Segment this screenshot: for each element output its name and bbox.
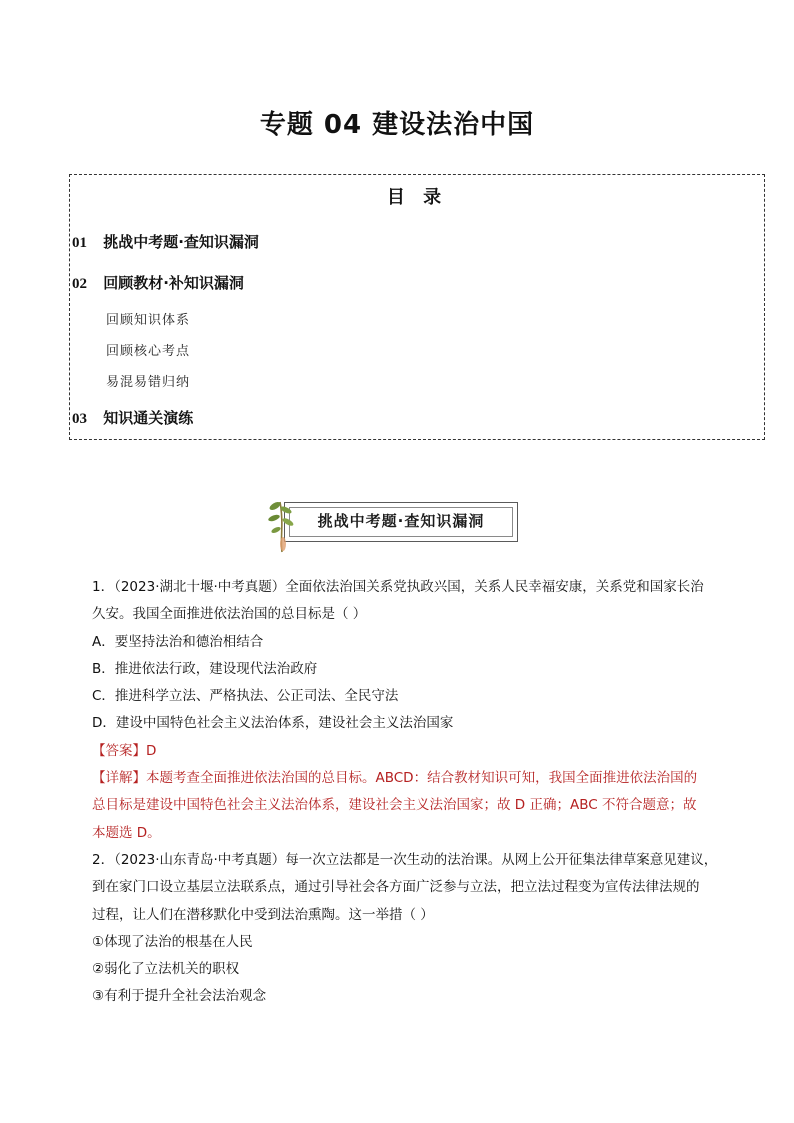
table-of-contents <box>69 174 765 440</box>
q2-option-3: ③有利于提升全社会法治观念 <box>92 988 267 1005</box>
q1-option-d: D．建设中国特色社会主义法治体系，建设社会主义法治国家 <box>92 715 454 732</box>
q1-stem-line2: 久安。我国全面推进依法治国的总目标是（ ） <box>92 606 367 623</box>
toc-item-number: 03 <box>72 411 87 427</box>
toc-item-01[interactable] <box>72 231 259 252</box>
toc-item-03[interactable] <box>72 407 193 428</box>
toc-item-number: 01 <box>72 235 87 251</box>
q2-stem-line1: 2．（2023·山东青岛·中考真题）每一次立法都是一次生动的法治课。从网上公开征集法律草案意见建议， <box>92 851 718 868</box>
question-content <box>92 574 732 1011</box>
toc-item-number: 02 <box>72 276 87 292</box>
toc-subitem-core-points[interactable]: 回顾核心考点 <box>106 344 191 359</box>
plant-icon <box>262 494 302 554</box>
toc-heading: 目 录 <box>386 187 448 208</box>
q1-explain-line1: 【详解】本题考查全面推进依法治国的总目标。ABCD：结合教材知识可知，我国全面推进依法治国的 <box>92 770 698 787</box>
q1-explain-line2: 总目标是建设中国特色社会主义法治体系，建设社会主义法治国家；故 D 正确；ABC 不符合题意；故 <box>92 797 697 814</box>
q2-stem-line2: 到在家门口设立基层立法联系点，通过引导社会各方面广泛参与立法，把立法过程变为宣传法律法规的 <box>92 879 700 896</box>
toc-item-label: 知识通关演练 <box>103 409 194 427</box>
q1-option-a: A．要坚持法治和德治相结合 <box>92 633 264 650</box>
q1-stem-line1: 1．（2023·湖北十堰·中考真题）全面依法治国关系党执政兴国，关系人民幸福安康，关系党和国家长治 <box>92 579 704 595</box>
q1-option-c: C．推进科学立法、严格执法、公正司法、全民守法 <box>92 688 399 705</box>
banner-label: 挑战中考题·查知识漏洞 <box>317 512 485 530</box>
toc-item-label: 回顾教材·补知识漏洞 <box>103 274 244 292</box>
banner-frame <box>284 502 518 542</box>
toc-item-label: 挑战中考题·查知识漏洞 <box>103 233 259 251</box>
page-title: 专题 04 建设法治中国 <box>259 110 535 140</box>
section-banner <box>262 494 524 552</box>
toc-subitem-common-errors[interactable]: 易混易错归纳 <box>106 375 191 390</box>
q2-option-2: ②弱化了立法机关的职权 <box>92 961 240 978</box>
toc-subitem-knowledge-system[interactable]: 回顾知识体系 <box>106 313 191 328</box>
q1-answer: 【答案】D <box>92 742 157 759</box>
q1-explain-line3: 本题选 D。 <box>92 824 161 841</box>
toc-item-02[interactable] <box>72 272 244 293</box>
q2-stem-line3: 过程，让人们在潜移默化中受到法治熏陶。这一举措（ ） <box>92 906 434 923</box>
q2-option-1: ①体现了法治的根基在人民 <box>92 933 253 950</box>
q1-option-b: B．推进依法行政，建设现代法治政府 <box>92 660 318 677</box>
